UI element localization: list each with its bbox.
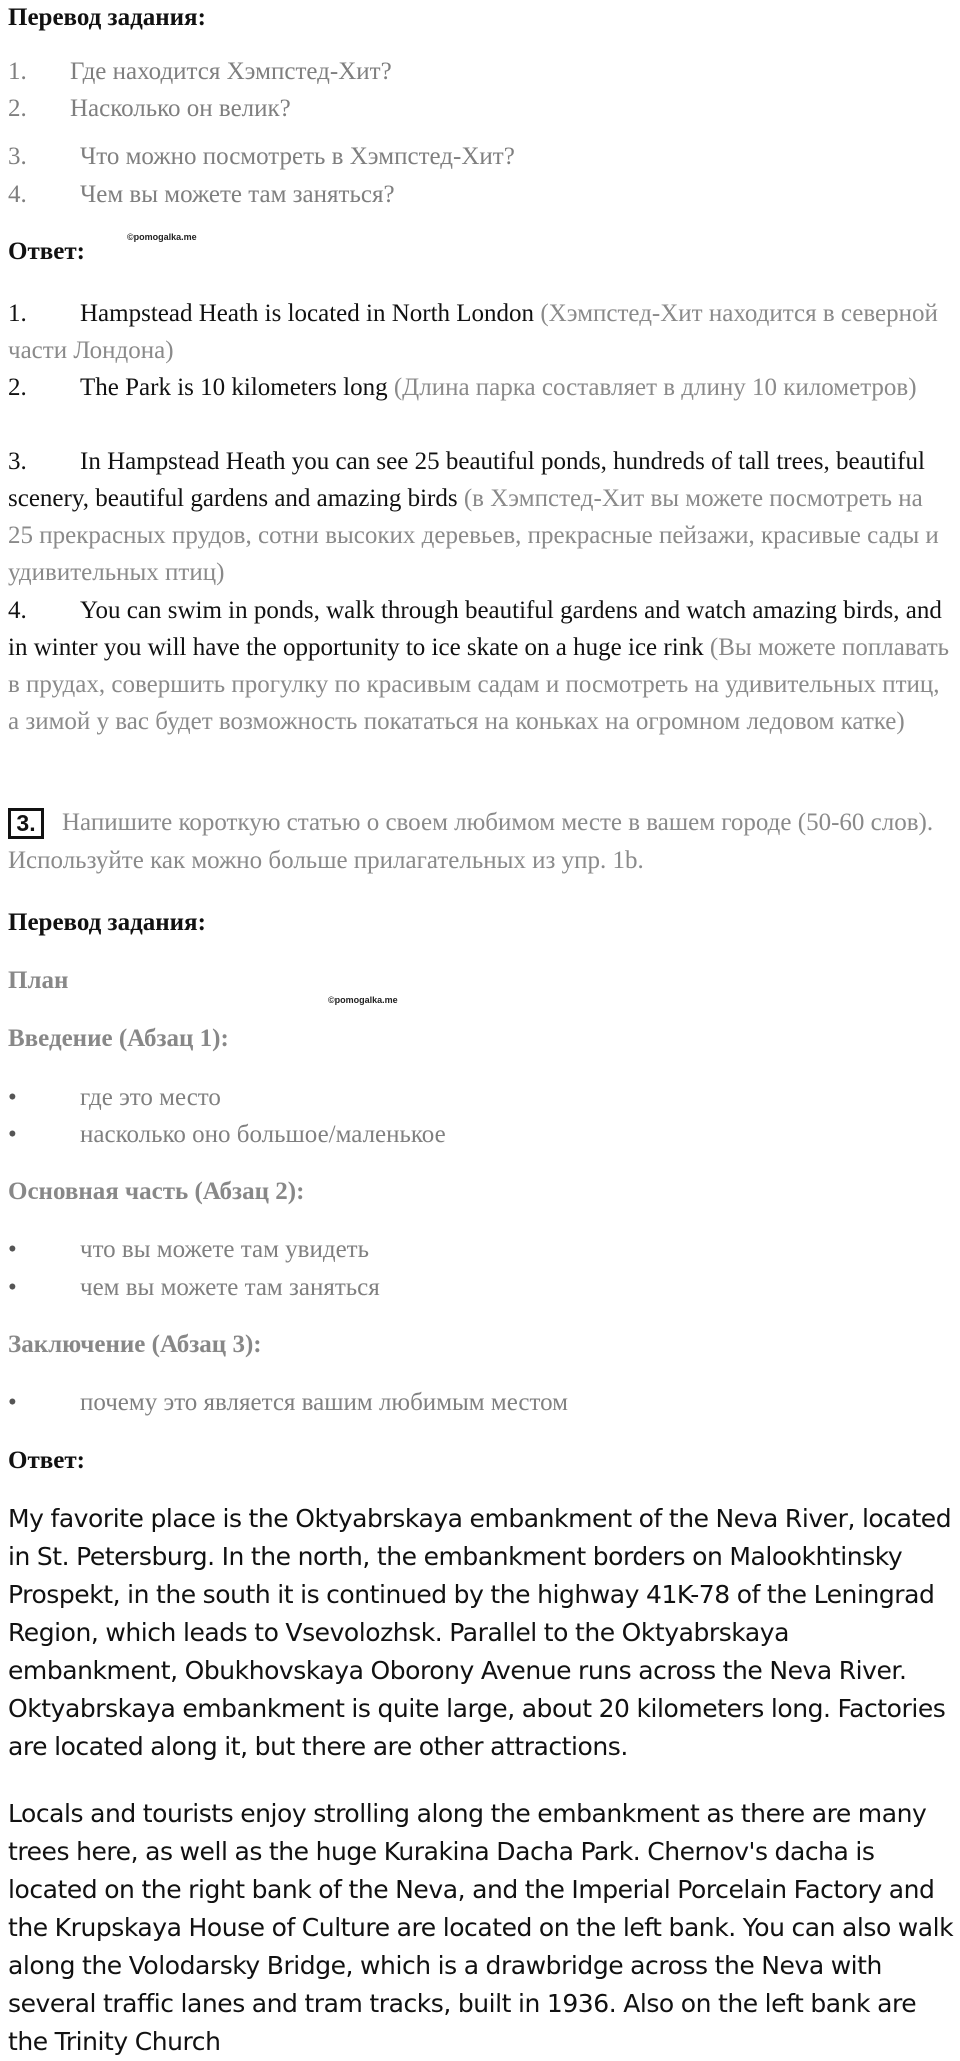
answer-translation: (Вы можете поплавать в прудах, совершить прогулку по красивым садам и посмотреть на удивительных птиц, а зимой у вас будет возможность покататься на коньках на огромном ледовом катке) <box>8 634 950 735</box>
question-text: Где находится Хэмпстед-Хит? <box>70 58 392 85</box>
question-text: Чем вы можете там заняться? <box>80 181 395 208</box>
question-number: 1. <box>8 58 27 85</box>
question-item <box>8 143 515 171</box>
question-number: 3. <box>8 143 27 170</box>
question-text: Насколько он велик? <box>70 95 291 122</box>
task-description: Напишите короткую статью о своем любимом месте в вашем городе (50-60 слов). Используйте как можно больше прилагательных из упр. 1b. <box>8 809 934 874</box>
answer-number: 4. <box>8 597 27 624</box>
answer-number: 2. <box>8 374 27 401</box>
answer-english: Hampstead Heath is located in North London <box>80 300 535 327</box>
question-item <box>8 58 392 86</box>
answer-translation: (Длина парка составляет в длину 10 километров) <box>393 374 917 401</box>
answer-heading: Ответ: <box>8 238 85 265</box>
bullet-icon: • <box>8 1274 17 1301</box>
question-item <box>8 181 395 209</box>
list-item <box>8 1121 446 1149</box>
answer-translation: (в Хэмпстед-Хит вы можете посмотреть на 25 прекрасных прудов, сотни высоких деревьев, прекрасные пейзажи, красивые сады и удивительных птиц) <box>8 485 939 586</box>
question-item <box>8 95 291 123</box>
list-item-text: насколько оно большое/маленькое <box>80 1121 446 1148</box>
list-item <box>8 1084 221 1112</box>
answer-number: 1. <box>8 300 27 327</box>
conclusion-heading: Заключение (Абзац 3): <box>8 1331 262 1358</box>
question-text: Что можно посмотреть в Хэмпстед-Хит? <box>80 143 515 170</box>
watermark: ©pomogalka.me <box>127 232 197 242</box>
list-item <box>8 1274 380 1302</box>
answer-translation: (Хэмпстед-Хит находится в северной части Лондона) <box>8 300 938 364</box>
answer-item <box>8 592 950 740</box>
intro-heading: Введение (Абзац 1): <box>8 1025 229 1052</box>
answer-heading: Ответ: <box>8 1447 85 1474</box>
list-item-text: почему это является вашим любимым местом <box>80 1389 568 1416</box>
answer-item <box>8 443 950 591</box>
list-item <box>8 1236 369 1264</box>
list-item-text: чем вы можете там заняться <box>80 1274 380 1301</box>
list-item-text: где это место <box>80 1084 221 1111</box>
plan-heading: План <box>8 967 69 994</box>
answer-number: 3. <box>8 448 27 475</box>
list-item <box>8 1389 568 1417</box>
bullet-icon: • <box>8 1121 17 1148</box>
watermark: ©pomogalka.me <box>328 995 398 1005</box>
task-translation-heading: Перевод задания: <box>8 4 206 31</box>
task-translation-heading: Перевод задания: <box>8 909 206 936</box>
answer-item <box>8 295 950 369</box>
bullet-icon: • <box>8 1236 17 1263</box>
essay-paragraph: Locals and tourists enjoy strolling along the embankment as there are many trees here, as well as the huge Kurakina Dacha Park. Chernov's dacha is located on the right bank of the Neva, and the Imperial Porcelain Factory and the Krupskaya House of Culture are located on the left bank. You can also walk along the Volodarsky Bridge, which is a drawbridge across the Neva with several traffic lanes and tram tracks, built in 1936. Also on the left bank are the Trinity Church <box>8 1799 954 2056</box>
answer-english: In Hampstead Heath you can see 25 beautiful ponds, hundreds of tall trees, beautiful scenery, beautiful gardens and amazing birds <box>8 448 925 512</box>
question-number: 2. <box>8 95 27 122</box>
body-heading: Основная часть (Абзац 2): <box>8 1178 305 1205</box>
task-number-box: 3. <box>8 808 44 839</box>
list-item-text: что вы можете там увидеть <box>80 1236 370 1263</box>
answer-english: The Park is 10 kilometers long <box>80 374 388 401</box>
bullet-icon: • <box>8 1389 17 1416</box>
essay-paragraph: My favorite place is the Oktyabrskaya embankment of the Neva River, located in St. Petersburg. In the north, the embankment borders on Malookhtinsky Prospekt, in the south it is continued by the highway 41K-78 of the Leningrad Region, which leads to Vsevolozhsk. Parallel to the Oktyabrskaya embankment, Obukhovskaya Oborony Avenue runs across the Neva River. Oktyabrskaya embankment is quite large, about 20 kilometers long. Factories are located along it, but there are other attractions. <box>8 1504 952 1761</box>
bullet-icon: • <box>8 1084 17 1111</box>
answer-english: You can swim in ponds, walk through beautiful gardens and watch amazing birds, and in winter you will have the opportunity to ice skate on a huge ice rink <box>8 597 942 661</box>
answer-item <box>8 369 950 406</box>
question-number: 4. <box>8 181 27 208</box>
